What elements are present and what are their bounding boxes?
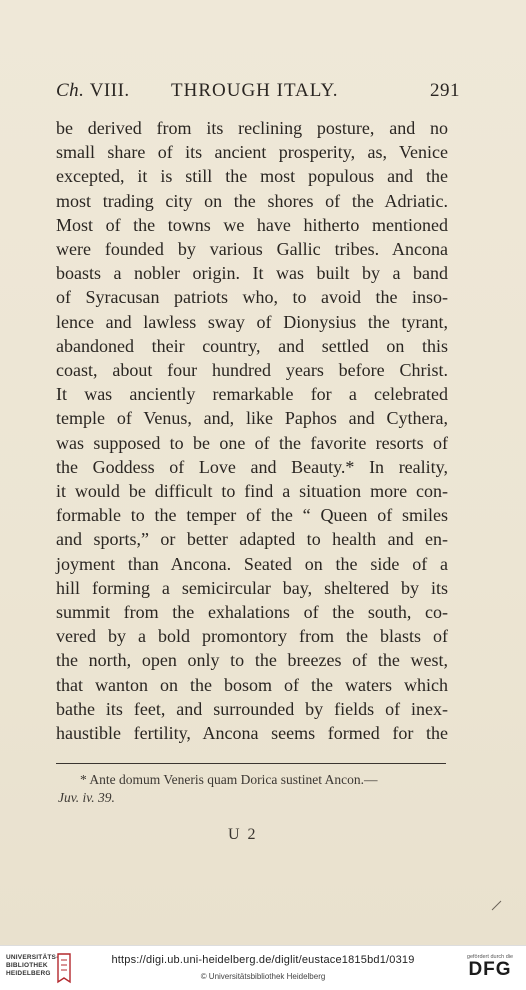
text-line: formable to the temper of the “ Queen of smiles	[56, 505, 448, 526]
text-line: boasts a nobler origin. It was built by a band	[56, 263, 448, 284]
text-line: temple of Venus, and, like Paphos and Cythera,	[56, 408, 448, 429]
text-line: Most of the towns we have hitherto mentioned	[56, 214, 448, 235]
text-line: it would be difficult to find a situation more con-	[56, 481, 448, 502]
text-line: abandoned their country, and settled on this	[56, 335, 448, 356]
permalink-url[interactable]: https://digi.ub.uni-heidelberg.de/diglit/eustace1815bd1/0319	[111, 954, 415, 966]
text-line: coast, about four hundred years before Christ.	[56, 360, 448, 381]
pencil-mark-icon	[490, 898, 504, 912]
text-line: the Goddess of Love and Beauty.* In reality,	[56, 456, 448, 477]
text-line: that wanton on the bosom of the waters which	[56, 674, 448, 695]
text-line: hill forming a semicircular bay, sheltered by its	[56, 577, 448, 598]
text-line: It was anciently remarkable for a celebrated	[56, 384, 448, 405]
library-logo[interactable]: UNIVERSITÄTS- BIBLIOTHEK HEIDELBERG	[6, 954, 59, 977]
dfg-logo: gefördert durch die DFG	[466, 954, 514, 980]
text-line: vered by a bold promontory from the blasts of	[56, 626, 448, 647]
page-number: 291	[430, 80, 460, 101]
copyright-notice: © Universitätsbibliothek Heidelberg	[200, 972, 326, 981]
signature-mark: U 2	[228, 826, 258, 843]
text-line: haustible fertility, Ancona seems formed for the	[56, 723, 448, 744]
text-line: was supposed to be one of the favorite resorts of	[56, 432, 448, 453]
viewer-footer	[0, 945, 526, 990]
running-header	[56, 80, 460, 110]
text-line: lence and lawless sway of Dionysius the tyrant,	[56, 311, 448, 332]
text-line: of Syracusan patriots who, to avoid the inso-	[56, 287, 448, 308]
text-line: small share of its ancient prosperity, as, Venice	[56, 142, 448, 163]
footnote-citation: Juv. iv. 39.	[58, 790, 115, 805]
text-line: be derived from its reclining posture, and no	[56, 118, 448, 138]
text-line: were founded by various Gallic tribes. Ancona	[56, 239, 448, 260]
text-line: joyment than Ancona. Seated on the side of a	[56, 553, 448, 574]
text-line: bathe its feet, and surrounded by fields of inex-	[56, 698, 448, 719]
body-text	[56, 116, 448, 745]
text-line: most trading city on the shores of the Adriatic.	[56, 190, 448, 211]
chapter-label: Ch. VIII.	[56, 80, 130, 101]
footnote-rule	[56, 763, 446, 764]
text-line: summit from the exhalations of the south, co-	[56, 602, 448, 623]
text-line: and sports,” or better adapted to health and en-	[56, 529, 448, 550]
footnote	[58, 771, 448, 807]
text-line: the north, open only to the breezes of the west,	[56, 650, 448, 671]
footnote-quote: * Ante domum Veneris quam Dorica sustinet Ancon.—	[80, 772, 378, 787]
running-title: THROUGH ITALY.	[171, 80, 339, 101]
text-line: excepted, it is still the most populous and the	[56, 166, 448, 187]
